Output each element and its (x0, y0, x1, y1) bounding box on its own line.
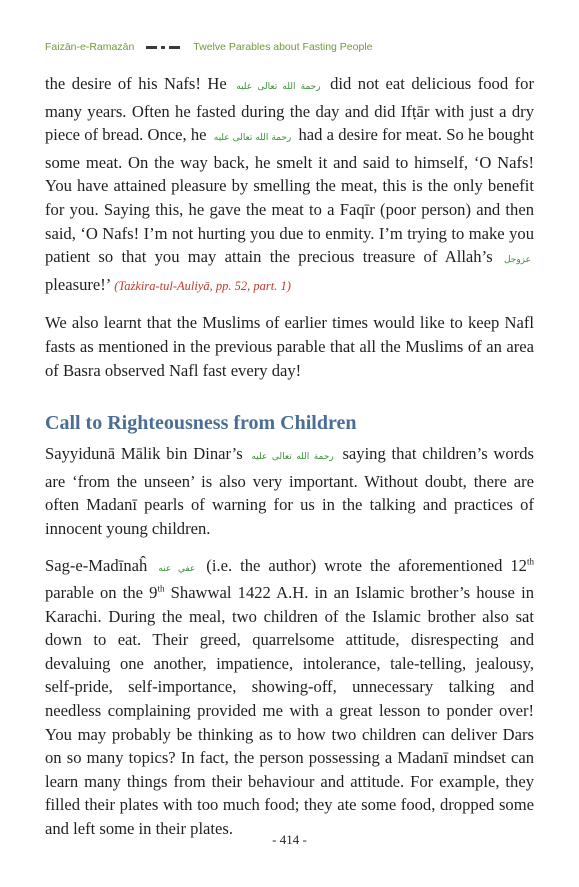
chapter-title: Twelve Parables about Fasting People (193, 41, 373, 53)
ordinal-suffix: th (157, 583, 165, 594)
honorific-ufiya-anhu: عفي عنه (158, 563, 196, 574)
page-body (45, 72, 534, 841)
honorific-azza-wa-jalla: عزوجل (503, 255, 531, 266)
text: the desire of his Nafs! He (45, 74, 234, 93)
ordinal-suffix: th (526, 555, 534, 566)
paragraph-4 (45, 554, 534, 841)
header-separator (146, 46, 184, 49)
paragraph-1 (45, 72, 534, 298)
book-title: Faizān-e-Ramazān (45, 41, 135, 53)
text: did not eat delicious food for many years. Often he fasted during the day and did Ifṭār with just a dry piece of bread. Once, he (45, 74, 534, 145)
text: pleasure!’ (45, 274, 115, 294)
text: had a desire for meat. So he bought some meat. On the way back, he smelt it and said to himself, ‘O Nafs! You have attained pleasure by smelling the meat, this is the only benefit for you. Saying this, he gave the meat to a Faqīr (poor person) and then said, ‘O Nafs! I’m not hurting you due to enmity. I’m trying to make you patient so that you may attain the precious treasure of Allah’s (45, 125, 534, 267)
running-header (45, 41, 373, 53)
text: saying that children’s words are ‘from the unseen’ is also very important. Without doubt, there are often Madanī pearls of warning for us in the talking and practices of innocent young children. (45, 444, 534, 538)
paragraph-2: We also learnt that the Muslims of earlier times would like to keep Nafl fasts as mentioned in the previous parable that all the Muslims of an area of Basra observed Nafl fast every day! (45, 313, 534, 380)
section-heading: Call to Righteousness from Children (45, 412, 357, 435)
citation: (Tażkira-tul-Auliyā, pp. 52, part. 1) (114, 278, 291, 293)
paragraph-3 (45, 442, 534, 540)
page-number: - 414 - (272, 832, 307, 847)
text: Shawwal 1422 A.H. in an Islamic brother’s house in Karachi. During the meal, two children of the Islamic brother also sat down to eat. Their greed, quarrelsome attitude, disrespecting and devaluing one another, impatience, intolerance, tale-telling, jealousy, self-pride, self-importance, showing-off, unnecessary talking and needless complaining provided me with a great lesson to ponder over! You may probably be thinking as to how two children can deliver Dars on so many topics? In fact, the person possessing a Madanī mindset can learn many things from their behaviour and attitude. For example, they filled their plates with too much food; they ate some food, dropped some and left some in their plates. (45, 583, 534, 839)
text: Sag-e-Madīnaĥ (45, 555, 156, 575)
honorific-rahmatullah: رحمة الله تعالى عليه (213, 133, 292, 144)
text: parable on the 9 (45, 583, 158, 603)
honorific-rahmatullah: رحمة الله تعالى عليه (251, 452, 334, 463)
text: Sayyidunā Mālik bin Dinar’s (45, 444, 249, 464)
text: (i.e. the author) wrote the aforementioned 12 (198, 555, 527, 575)
honorific-rahmatullah: رحمة الله تعالى عليه (236, 82, 321, 92)
